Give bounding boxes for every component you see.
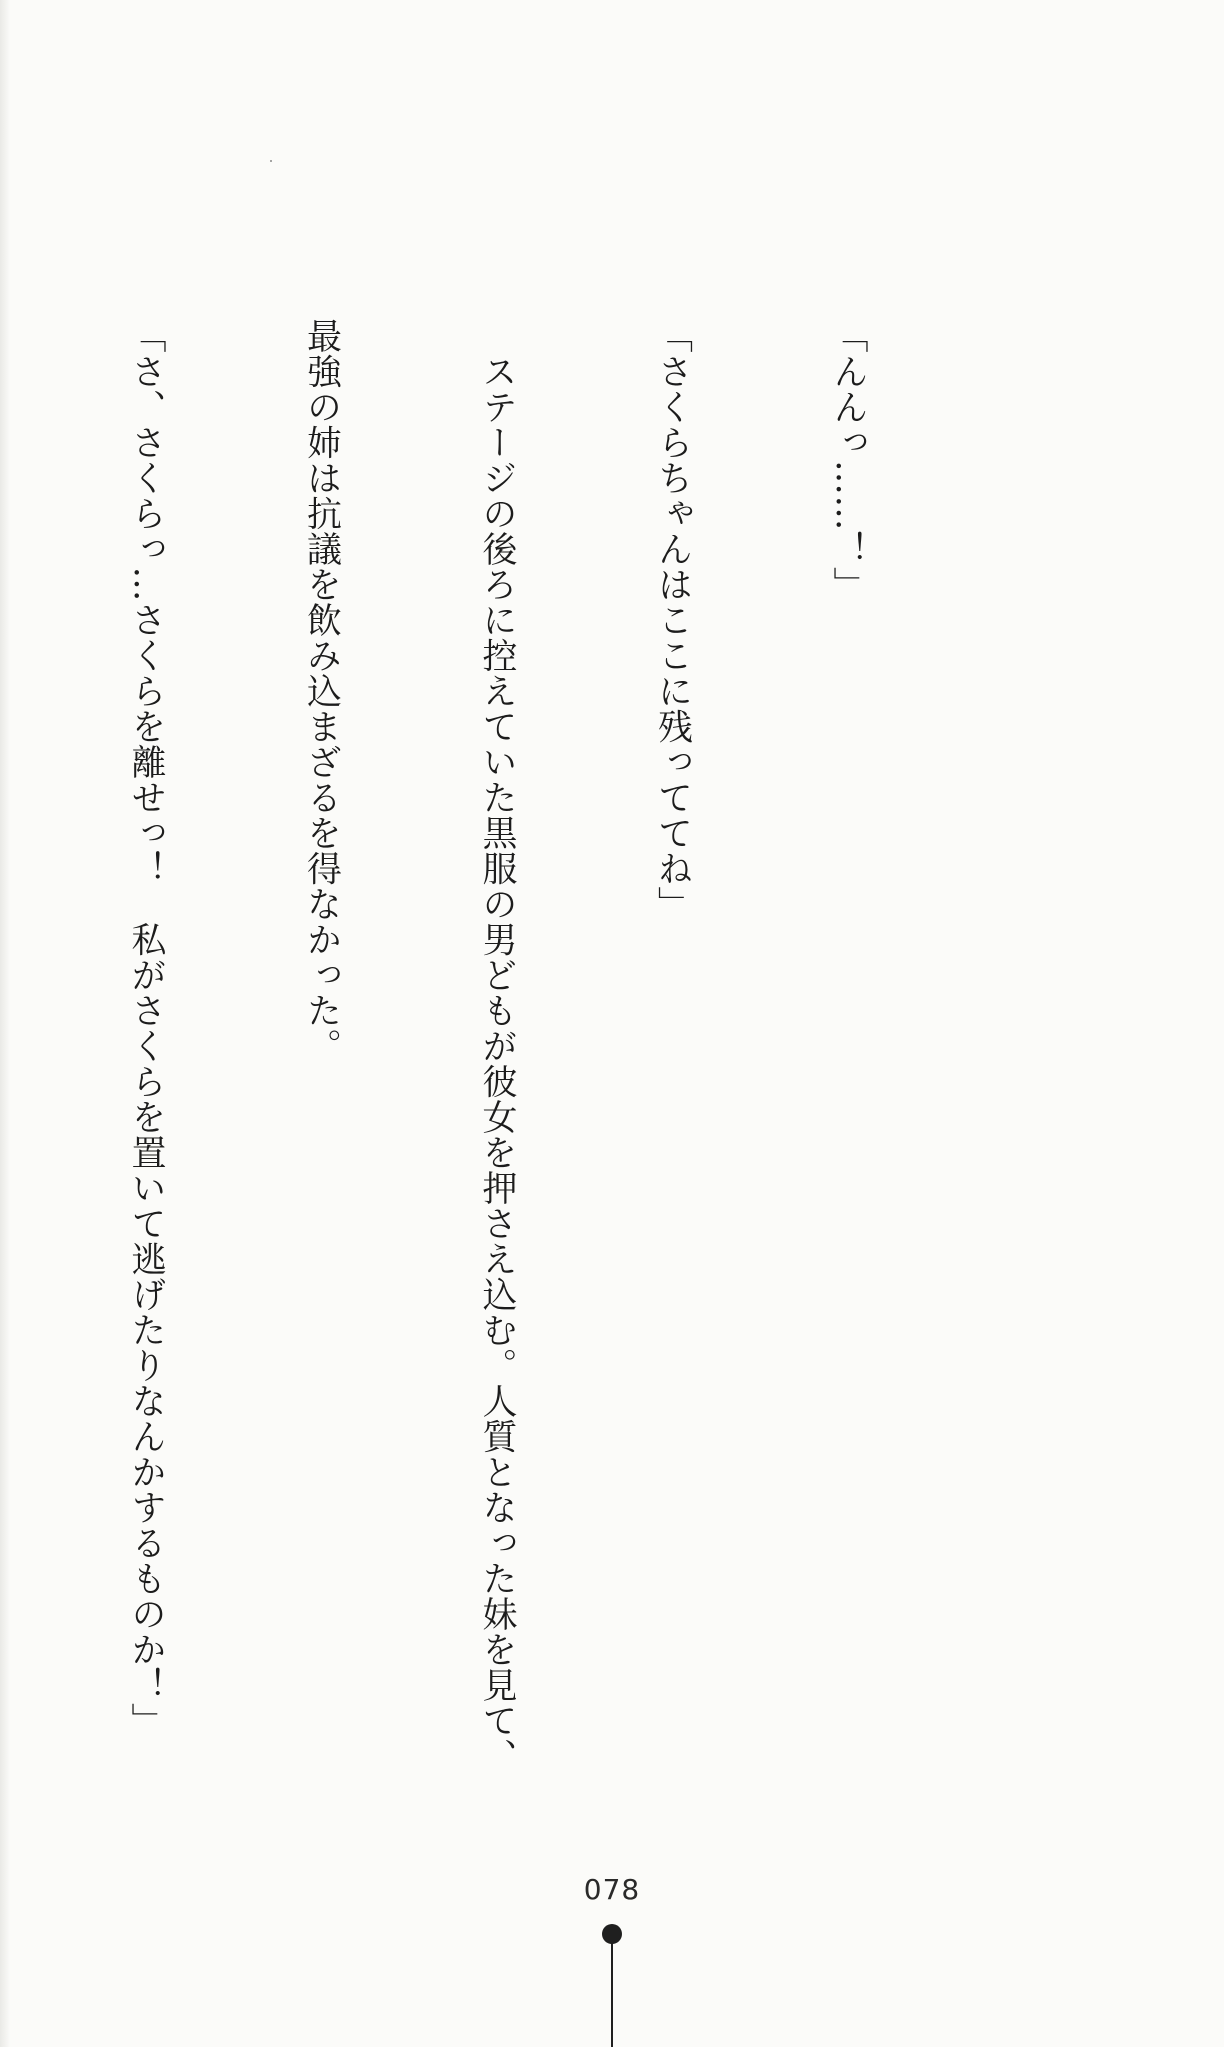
- text-line: ステージの後ろに控えていた黒服の男どもが彼女を押さえ込む。人質となった妹を見て、: [477, 318, 517, 1774]
- text-line: 「さ、さくらっ…さくらを離せっ！ 私がさくらを置いて逃げたりなんかするものか！」: [126, 318, 166, 1738]
- text-line: 「さくらちゃんはここに残っててね」: [652, 318, 693, 922]
- vertical-body-text: [0, 318, 994, 1878]
- folio-line: [611, 1940, 613, 2047]
- page-number: 078: [583, 1873, 641, 1906]
- dust-speck: [270, 160, 272, 162]
- text-line: 最強の姉は抗議を飲み込まざるを得なかった。: [301, 318, 342, 1064]
- text-line: 「んんっ……！」: [828, 318, 868, 602]
